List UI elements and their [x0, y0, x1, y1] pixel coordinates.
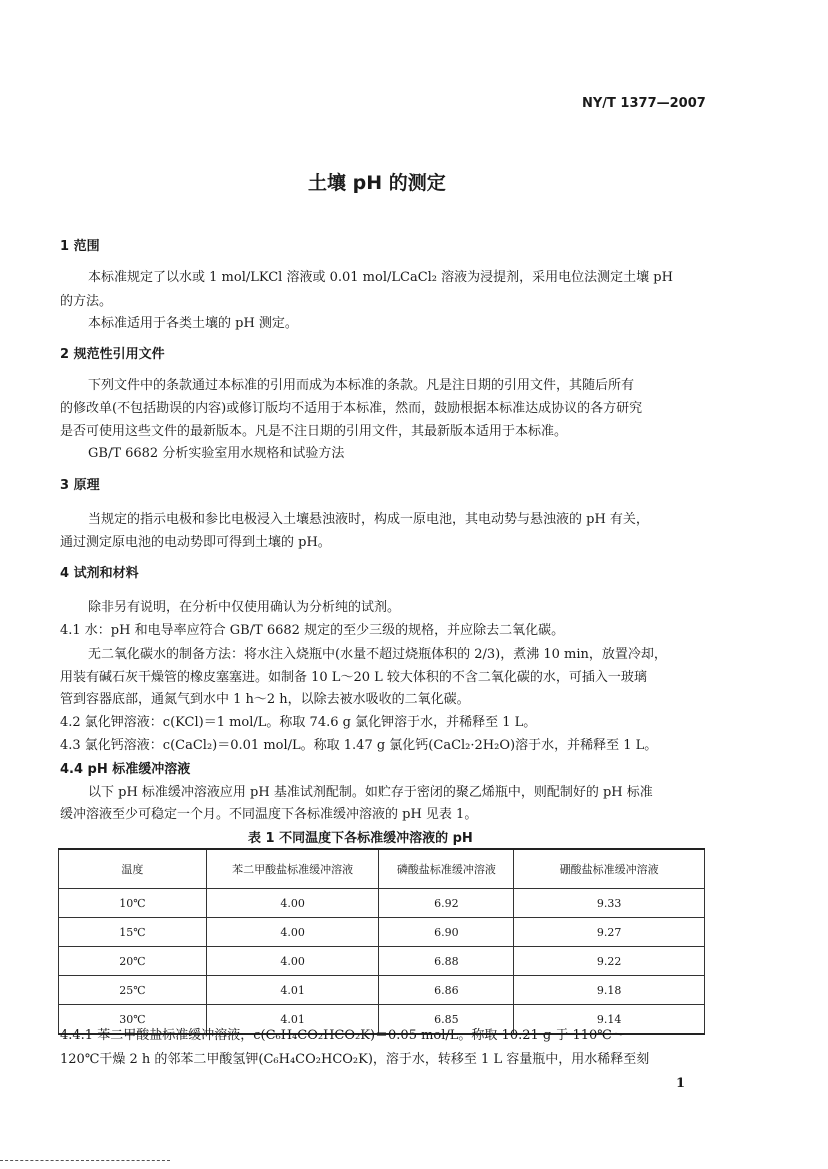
section-4-intro: 除非另有说明，在分析中仅使用确认为分析纯的试剂。	[88, 600, 401, 615]
table-cell: 30℃	[59, 1005, 207, 1035]
normative-reference: GB/T 6682 分析实验室用水规格和试验方法	[88, 446, 345, 461]
table-cell: 4.01	[206, 1005, 379, 1035]
scan-edge-divider	[0, 1160, 170, 1161]
table-cell: 9.22	[514, 947, 705, 976]
table-cell: 9.14	[514, 1005, 705, 1035]
table-cell: 10℃	[59, 889, 207, 918]
clause-4-1-paragraph-line: 管到容器底部，通氮气到水中 1 h～2 h，以除去被水吸收的二氧化碳。	[60, 692, 470, 707]
table-cell: 6.92	[379, 889, 514, 918]
section-2-paragraph-line: 是否可使用这些文件的最新版本。凡是不注日期的引用文件，其最新版本适用于本标准。	[60, 424, 568, 439]
clause-4-4-paragraph-line: 以下 pH 标准缓冲溶液应用 pH 基准试剂配制。如贮存于密闭的聚乙烯瓶中，则配制好的 pH 标准	[88, 785, 653, 800]
section-1-heading: 1 范围	[60, 239, 100, 254]
clause-4-1-paragraph-line: 用装有碱石灰干燥管的橡皮塞塞进。如制备 10 L～20 L 较大体积的不含二氧化碳的水，可插入一玻璃	[60, 670, 647, 685]
table-cell: 20℃	[59, 947, 207, 976]
table-caption: 表 1 不同温度下各标准缓冲溶液的 pH	[248, 831, 473, 846]
table-cell: 6.85	[379, 1005, 514, 1035]
section-2-paragraph-line: 的修改单(不包括勘误的内容)或修订版均不适用于本标准，然而，鼓励根据本标准达成协议的各方研究	[60, 401, 643, 416]
section-3-paragraph-line: 当规定的指示电极和参比电极浸入土壤悬浊液时，构成一原电池，其电动势与悬浊液的 pH 有关，	[88, 512, 649, 527]
table-cell: 9.27	[514, 918, 705, 947]
section-3-paragraph-line: 通过测定原电池的电动势即可得到土壤的 pH。	[60, 535, 331, 550]
clause-4-1-paragraph-line: 无二氧化碳水的制备方法：将水注入烧瓶中(水量不超过烧瓶体积的 2/3)，煮沸 10 min，放置冷却，	[88, 647, 667, 662]
ph-buffer-table	[58, 848, 705, 1035]
section-1-paragraph: 本标准适用于各类土壤的 pH 测定。	[88, 316, 298, 331]
clause-4-1: 4.1 水：pH 和电导率应符合 GB/T 6682 规定的至少三级的规格，并应除去二氧化碳。	[60, 623, 565, 638]
table-header-cell: 硼酸盐标准缓冲溶液	[514, 849, 705, 889]
table-row	[59, 947, 705, 976]
section-3-heading: 3 原理	[60, 478, 100, 493]
table-cell: 4.00	[206, 918, 379, 947]
section-2-paragraph-line: 下列文件中的条款通过本标准的引用而成为本标准的条款。凡是注日期的引用文件，其随后所有	[88, 378, 635, 393]
table-header-row	[59, 849, 705, 889]
page-number: 1	[676, 1076, 686, 1091]
table-row	[59, 976, 705, 1005]
section-1-paragraph-line: 的方法。	[60, 294, 113, 309]
section-1-paragraph-line: 本标准规定了以水或 1 mol/LKCl 溶液或 0.01 mol/LCaCl₂ 溶液为浸提剂，采用电位法测定土壤 pH	[88, 270, 673, 285]
table-cell: 9.33	[514, 889, 705, 918]
table-cell: 6.90	[379, 918, 514, 947]
clause-4-2: 4.2 氯化钾溶液：c(KCl)＝1 mol/L。称取 74.6 g 氯化钾溶于水，并稀释至 1 L。	[60, 715, 537, 730]
section-4-heading: 4 试剂和材料	[60, 566, 139, 581]
table-row	[59, 918, 705, 947]
table-cell: 4.00	[206, 947, 379, 976]
table-cell: 15℃	[59, 918, 207, 947]
table-cell: 25℃	[59, 976, 207, 1005]
table-header-cell: 磷酸盐标准缓冲溶液	[379, 849, 514, 889]
table-cell: 6.86	[379, 976, 514, 1005]
table-cell: 4.00	[206, 889, 379, 918]
table-cell: 6.88	[379, 947, 514, 976]
clause-4-4-1-line: 4.4.1 苯二甲酸盐标准缓冲溶液，c(C₆H₄CO₂HCO₂K)＝0.05 mol/L。称取 10.21 g 于 110℃～	[60, 1028, 625, 1043]
table-header-cell: 温度	[59, 849, 207, 889]
document-code: NY/T 1377—2007	[582, 96, 706, 111]
clause-4-3: 4.3 氯化钙溶液：c(CaCl₂)＝0.01 mol/L。称取 1.47 g 氯化钙(CaCl₂·2H₂O)溶于水，并稀释至 1 L。	[60, 738, 658, 753]
table-header-cell: 苯二甲酸盐标准缓冲溶液	[206, 849, 379, 889]
clause-4-4-1-line: 120℃干燥 2 h 的邻苯二甲酸氢钾(C₆H₄CO₂HCO₂K)，溶于水，转移至 1 L 容量瓶中，用水稀释至刻	[60, 1052, 650, 1067]
section-2-heading: 2 规范性引用文件	[60, 347, 165, 362]
table-cell: 4.01	[206, 976, 379, 1005]
page-title: 土壤 pH 的测定	[308, 172, 446, 194]
clause-4-4-paragraph-line: 缓冲溶液至少可稳定一个月。不同温度下各标准缓冲溶液的 pH 见表 1。	[60, 807, 478, 822]
table-cell: 9.18	[514, 976, 705, 1005]
table-row	[59, 889, 705, 918]
clause-4-4-heading: 4.4 pH 标准缓冲溶液	[60, 762, 191, 777]
